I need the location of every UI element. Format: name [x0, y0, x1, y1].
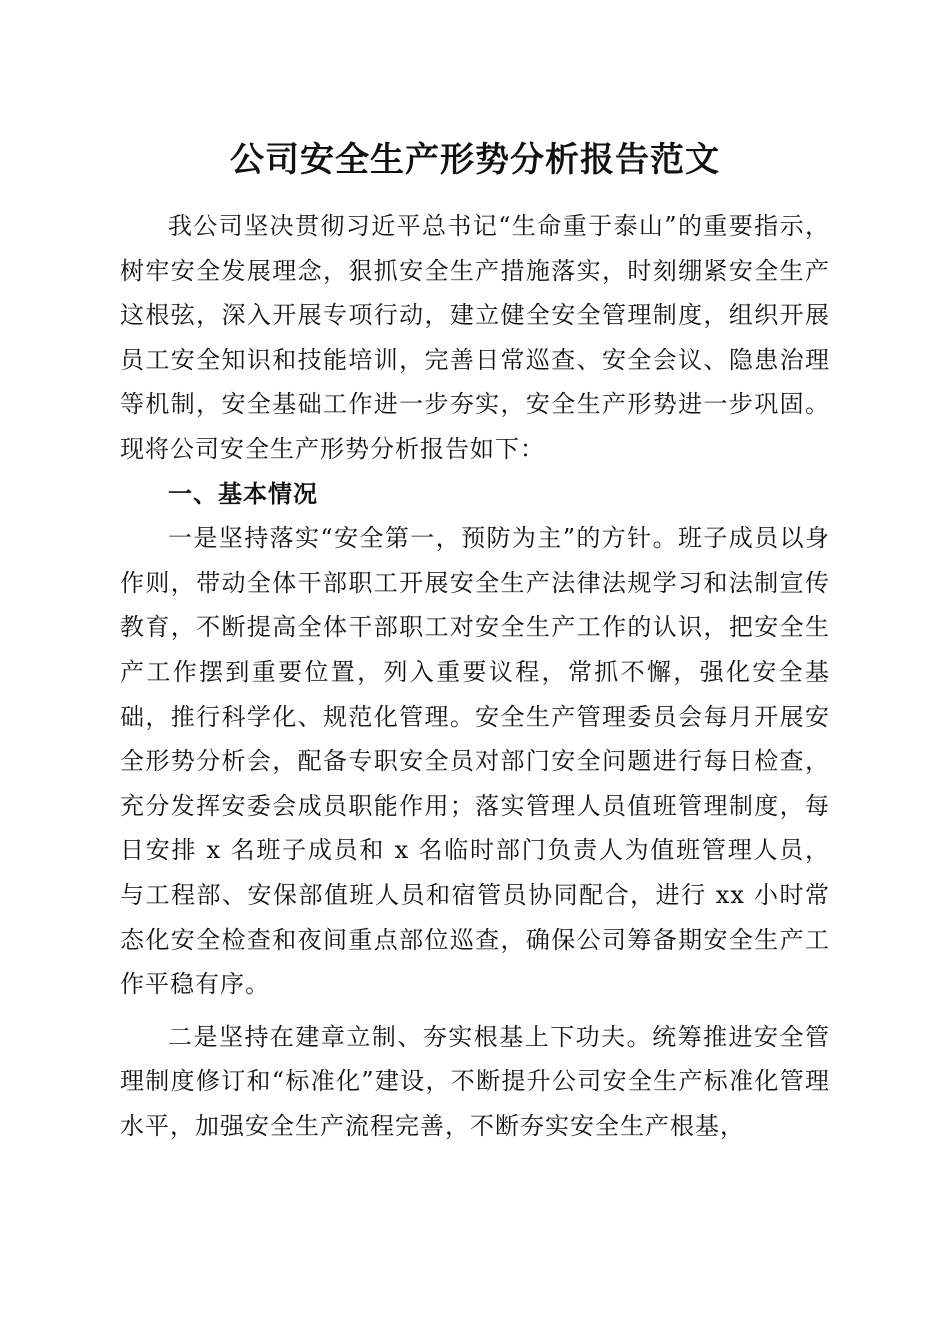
intro-paragraph: 我公司坚决贯彻习近平总书记“生命重于泰山”的重要指示，树牢安全发展理念，狠抓安全生产措施落实，时刻绷紧安全生产这根弦，深入开展专项行动，建立健全安全管理制度，组织开展员工安全知识和技能培训，完善日常巡查、安全会议、隐患治理等机制，安全基础工作进一步夯实，安全生产形势进一步巩固。现将公司安全生产形势分析报告如下：	[120, 212, 830, 463]
paragraph-one: 一是坚持落实“安全第一，预防为主”的方针。班子成员以身作则，带动全体干部职工开展安全生产法律法规学习和法制宣传教育，不断提高全体干部职工对安全生产工作的认识，把安全生产工作摆到重要位置，列入重要议程，常抓不懈，强化安全基础，推行科学化、规范化管理。安全生产管理委员会每月开展安全形势分析会，配备专职安全员对部门安全问题进行每日检查，充分发挥安委会成员职能作用；落实管理人员值班管理制度，每日安排 x 名班子成员和 x 名临时部门负责人为值班管理人员，与工程部、安保部值班人员和宿管员协同配合，进行 xx 小时常态化安全检查和夜间重点部位巡查，确保公司筹备期安全生产工作平稳有序。	[120, 524, 830, 999]
document-title: 公司安全生产形势分析报告范文	[230, 140, 720, 180]
document-body	[120, 204, 830, 1148]
section-heading-basic-situation: 一、基本情况	[168, 479, 318, 508]
paragraph-two: 二是坚持在建章立制、夯实根基上下功夫。统筹推进安全管理制度修订和“标准化”建设，不断提升公司安全生产标准化管理水平，加强安全生产流程完善，不断夯实安全生产根基，	[120, 1022, 830, 1140]
